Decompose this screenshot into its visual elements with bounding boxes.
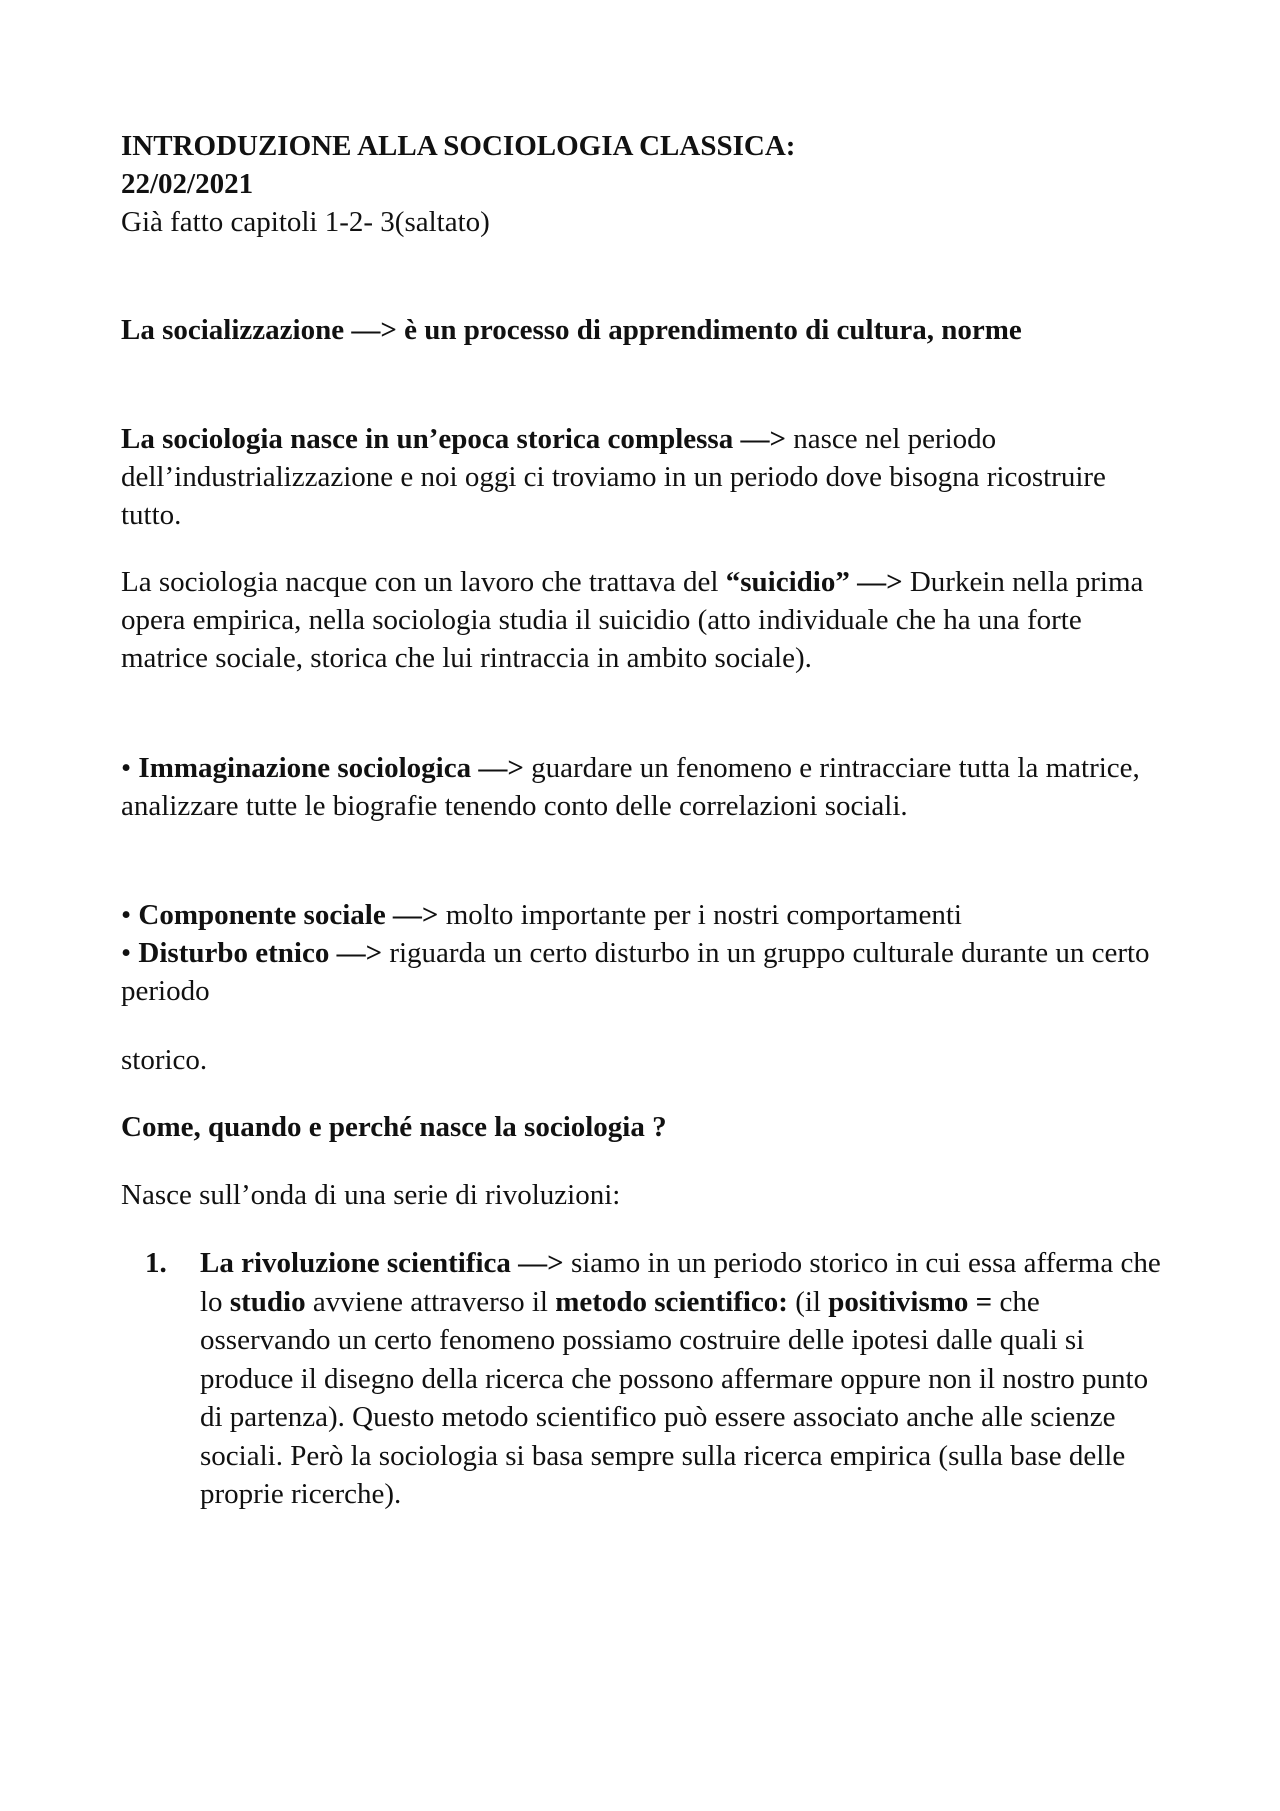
- paragraph-suicidio: [121, 563, 1171, 677]
- list-item: [145, 1244, 1165, 1514]
- bullet-marker: •: [121, 899, 139, 931]
- bullet-text: guardare un fenomeno e rintracciare tutta la matrice, analizzare tutte le biografie tenendo conto delle correlazioni sociali.: [121, 752, 1140, 822]
- paragraph-nascita: [121, 420, 1171, 534]
- question-heading: Come, quando e perché nasce la sociologia ?: [121, 1111, 667, 1143]
- paragraph-rivoluzioni-intro: [121, 1176, 1171, 1214]
- document-date: 22/02/2021: [121, 168, 254, 200]
- suicidio-text: Durkein nella prima opera empirica, nella sociologia studia il suicidio (atto individuale che ha una forte matrice sociale, storica che lui rintraccia in ambito sociale).: [121, 566, 1144, 674]
- bullet-immaginazione: [121, 749, 1171, 825]
- bullet-text: riguarda un certo disturbo in un gruppo culturale durante un certo periodo: [121, 937, 1150, 1007]
- bullet-term: Componente sociale —>: [138, 899, 439, 931]
- suicidio-keyword: “suicidio” —>: [725, 566, 903, 598]
- section-question: [121, 1108, 1171, 1146]
- bullet-marker: •: [121, 752, 139, 784]
- suicidio-intro: La sociologia nacque con un lavoro che trattava del: [121, 566, 726, 598]
- document-header: [121, 127, 1171, 241]
- list-item-body: [200, 1244, 1165, 1514]
- bullet-marker: •: [121, 937, 139, 969]
- storico-text: storico.: [121, 1044, 208, 1076]
- list-item-text: avviene attraverso il: [305, 1285, 556, 1318]
- bullet-componente: [121, 899, 962, 931]
- socializzazione-text: La socializzazione —> è un processo di apprendimento di cultura, norme: [121, 314, 1022, 346]
- list-item-text: che osservando un certo fenomeno possiamo costruire delle ipotesi dalle quali si produce il disegno della ricerca che possono affermare oppure non il nostro punto di partenza). Questo metodo scientifico può essere associato anche alle scienze sociali. Però la sociologia si basa sempre sulla ricerca empirica (sulla base delle proprie ricerche).: [200, 1285, 1149, 1510]
- chapters-note: Già fatto capitoli 1-2- 3(saltato): [121, 206, 490, 238]
- rivoluzioni-intro-text: Nasce sull’onda di una serie di rivoluzioni:: [121, 1179, 621, 1211]
- bullet-term: Immaginazione sociologica —>: [138, 752, 524, 784]
- list-item-keyword: positivismo =: [828, 1285, 993, 1318]
- paragraph-socializzazione: [121, 311, 1171, 349]
- nascita-heading: La sociologia nasce in un’epoca storica complessa —>: [121, 423, 786, 455]
- list-item-keyword: studio: [229, 1285, 306, 1318]
- bullet-disturbo: [121, 937, 1150, 1007]
- list-item-keyword: metodo scientifico:: [555, 1285, 788, 1318]
- document-title: INTRODUZIONE ALLA SOCIOLOGIA CLASSICA:: [121, 130, 796, 162]
- list-item-heading: La rivoluzione scientifica —>: [200, 1247, 564, 1279]
- bullet-group: [121, 896, 1171, 1010]
- bullet-term: Disturbo etnico —>: [138, 937, 383, 969]
- list-item-text: siamo in un periodo storico in cui essa afferma che lo: [200, 1247, 1161, 1318]
- nascita-text: nasce nel periodo dell’industrializzazione e noi oggi ci troviamo in un periodo dove bisogna ricostruire tutto.: [121, 423, 1106, 531]
- paragraph-storico: [121, 1041, 1171, 1079]
- list-item-text: (il: [787, 1285, 829, 1318]
- bullet-text: molto importante per i nostri comportamenti: [438, 899, 962, 931]
- list-item-number: 1.: [145, 1247, 167, 1279]
